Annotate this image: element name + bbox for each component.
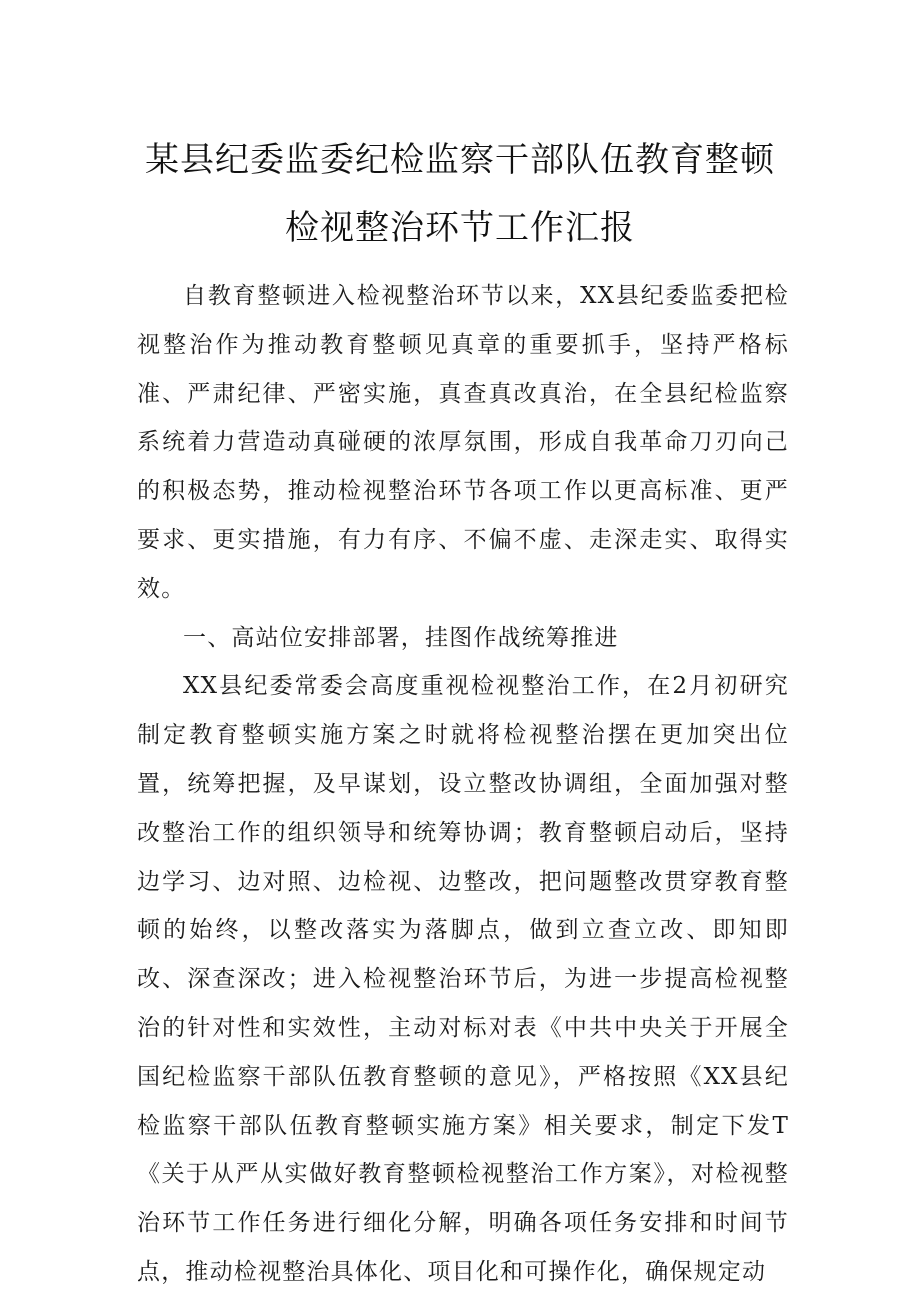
document-title-line-2: 检视整治环节工作汇报 — [285, 208, 635, 248]
paragraph-intro: 自教育整顿进入检视整治环节以来，XX县纪委监委把检视整治作为推动教育整顿见真章的重要抓手，坚持严格标准、严肃纪律、严密实施，真查真改真治，在全县纪检监察系统着力营造动真碰硬的浓厚氛围，形成自我革命刀刃向己的积极态势，推动检视整治环节各项工作以更高标准、更严要求、更实措施，有力有序、不偏不虚、走深走实、取得实效。 — [137, 283, 789, 602]
document-title-line-1: 某县纪委监委纪检监察干部队伍教育整顿 — [145, 140, 775, 180]
paragraph-section-1: XX县纪委常委会高度重视检视整治工作，在2月初研究制定教育整顿实施方案之时就将检视整治摆在更加突出位置，统筹把握，及早谋划，设立整改协调组，全面加强对整改整治工作的组织领导和统筹协调；教育整顿启动后，坚持边学习、边对照、边检视、边整改，把问题整改贯穿教育整顿的始终，以整改落实为落脚点，做到立查立改、即知即改、深查深改；进入检视整治环节后，为进一步提高检视整治的针对性和实效性，主动对标对表《中共中央关于开展全国纪检监察干部队伍教育整顿的意见》，严格按照《XX县纪检监察干部队伍教育整顿实施方案》相关要求，制定下发T《关于从严从实做好教育整顿检视整治工作方案》，对检视整治环节工作任务进行细化分解，明确各项任务安排和时间节点，推动检视整治具体化、项目化和可操作化，确保规定动 — [137, 673, 789, 1285]
section-heading-1: 一、高站位安排部署，挂图作战统筹推进 — [183, 624, 619, 651]
document-body — [137, 272, 789, 1297]
